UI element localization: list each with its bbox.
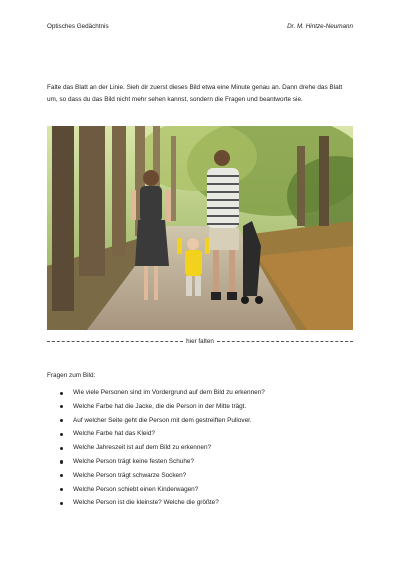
- fold-line: [47, 338, 353, 345]
- photo-illustration: [47, 126, 353, 330]
- question-item: Welche Farbe hat die Jacke, die die Person in der Mitte trägt.: [60, 400, 350, 414]
- question-item: Welche Person trägt keine festen Schuhe?: [60, 455, 350, 469]
- questions-title: Fragen zum Bild:: [47, 372, 96, 379]
- question-item: Welche Person ist die kleinste? Welche die größte?: [60, 496, 350, 510]
- header-author: Dr. M. Hintze-Neumann: [287, 23, 353, 30]
- page-header: [47, 23, 353, 30]
- fold-dash-right: [217, 341, 353, 342]
- question-item: Welche Farbe hat das Kleid?: [60, 427, 350, 441]
- question-item: Welche Person schiebt einen Kinderwagen?: [60, 483, 350, 497]
- question-item: Auf welcher Seite geht die Person mit dem gestreiften Pullover.: [60, 414, 350, 428]
- fold-dash-left: [47, 341, 183, 342]
- header-title: Optisches Gedächtnis: [47, 23, 109, 30]
- fold-label: hier falten: [186, 338, 214, 345]
- questions-list: [60, 386, 350, 510]
- question-item: Welche Person trägt schwarze Socken?: [60, 469, 350, 483]
- question-item: Welche Jahreszeit ist auf dem Bild zu erkennen?: [60, 441, 350, 455]
- family-walk-photo: [47, 126, 353, 330]
- instructions-text: Falte das Blatt an der Linie. Sieh dir zuerst dieses Bild etwa eine Minute genau an. Dann drehe das Blatt um, so dass du das Bild nicht mehr sehen kannst, sondern die Fragen und beantworte sie.: [47, 84, 343, 103]
- question-item: Wie viele Personen sind im Vordergrund auf dem Bild zu erkennen?: [60, 386, 350, 400]
